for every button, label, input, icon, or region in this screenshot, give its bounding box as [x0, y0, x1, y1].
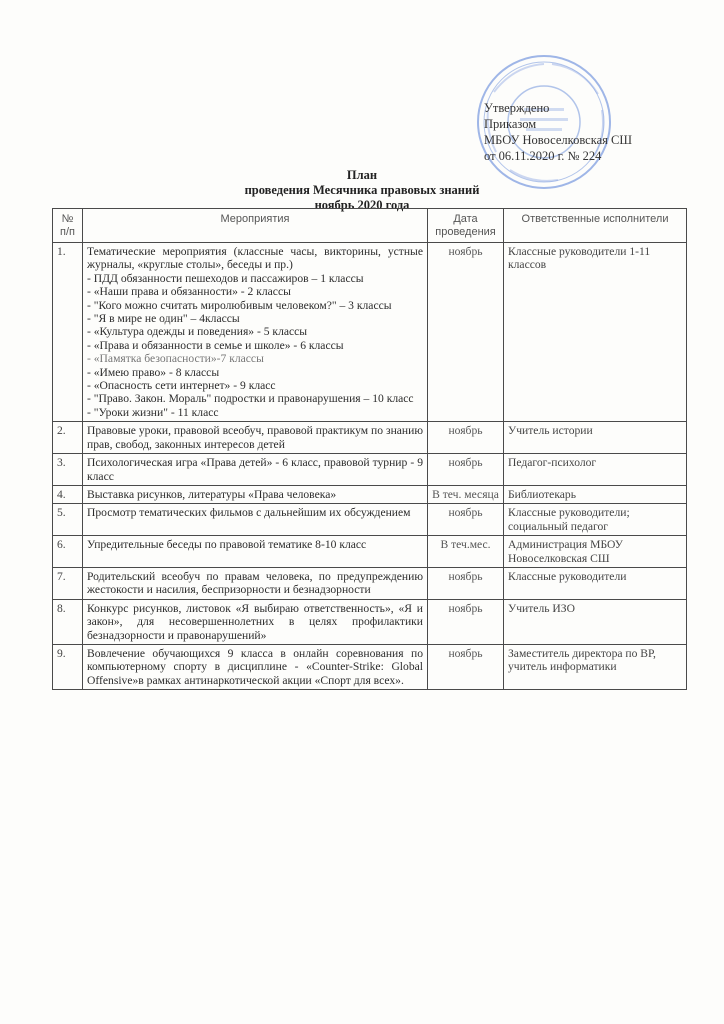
row-num: 3.	[53, 454, 83, 486]
row-num: 1.	[53, 243, 83, 422]
row-date: ноябрь	[428, 422, 504, 454]
sub-item: - «Культура одежды и поведения» - 5 классы	[87, 325, 308, 339]
sub-item: - «Опасность сети интернет» - 9 класс	[87, 379, 276, 393]
table-row	[53, 243, 687, 422]
row-event: Родительский всеобуч по правам человека, по предупреждению жестокости и насилия, беспризорности и безнадзорности	[83, 567, 428, 599]
table-header-row	[53, 209, 687, 243]
sub-item: - "Право. Закон. Мораль" подростки и правонарушения – 10 класс	[87, 392, 414, 406]
sub-item: - "Я в мире не один" – 4классы	[87, 312, 240, 326]
row-resp: Библиотекарь	[504, 485, 687, 503]
header-event: Мероприятия	[83, 209, 428, 243]
approval-line: МБОУ Новоселковская СШ	[484, 133, 632, 147]
row-num: 5.	[53, 504, 83, 536]
row-resp: Классные руководители	[504, 567, 687, 599]
approval-block	[484, 100, 632, 164]
sub-item: - «Наши права и обязанности» - 2 классы	[87, 285, 291, 299]
row-event: Выставка рисунков, литературы «Права человека»	[83, 485, 428, 503]
row-date: ноябрь	[428, 644, 504, 689]
row-resp: Учитель истории	[504, 422, 687, 454]
table-row	[53, 422, 687, 454]
row-resp: Администрация МБОУ Новоселковская СШ	[504, 536, 687, 568]
row-date: ноябрь	[428, 243, 504, 422]
row-resp: Классные руководители; социальный педагог	[504, 504, 687, 536]
sub-item: - «Имею право» - 8 классы	[87, 365, 220, 379]
row-num: 2.	[53, 422, 83, 454]
row-date: В теч. месяца	[428, 485, 504, 503]
events-table	[52, 208, 687, 690]
sub-item: - «Права и обязанности в семье и школе» - 6 классы	[87, 338, 344, 352]
row-resp: Педагог-психолог	[504, 454, 687, 486]
approval-line: Приказом	[484, 117, 537, 131]
table-row	[53, 485, 687, 503]
row-date: ноябрь	[428, 599, 504, 644]
document-title	[0, 168, 724, 213]
row-resp: Заместитель директора по ВР, учитель информатики	[504, 644, 687, 689]
row-num: 4.	[53, 485, 83, 503]
row-event: Просмотр тематических фильмов с дальнейшим их обсуждением	[83, 504, 428, 536]
row-date: ноябрь	[428, 454, 504, 486]
approval-line: Утверждено	[484, 101, 550, 115]
table-row	[53, 536, 687, 568]
table-row	[53, 504, 687, 536]
title-line: ноябрь 2020 года	[314, 198, 410, 212]
sub-item: - «Памятка безопасности»-7 классы	[87, 352, 264, 366]
row-date: ноябрь	[428, 504, 504, 536]
row-date: В теч.мес.	[428, 536, 504, 568]
row-event: Психологическая игра «Права детей» - 6 класс, правовой турнир - 9 класс	[83, 454, 428, 486]
table-row	[53, 644, 687, 689]
row-event-text: Тематические мероприятия (классные часы, викторины, устные журналы, «круглые столы», беседы и пр.)	[87, 245, 423, 272]
row-num: 8.	[53, 599, 83, 644]
row-num: 6.	[53, 536, 83, 568]
row-event	[83, 243, 428, 422]
sub-item: - "Кого можно считать миролюбивым человеком?" – 3 классы	[87, 298, 392, 312]
row-event: Правовые уроки, правовой всеобуч, правовой практикум по знанию прав, свобод, законных интересов детей	[83, 422, 428, 454]
row-num: 9.	[53, 644, 83, 689]
sub-item: - "Уроки жизни" - 11 класс	[87, 405, 219, 419]
row-resp: Учитель ИЗО	[504, 599, 687, 644]
table-row	[53, 454, 687, 486]
row-event: Конкурс рисунков, листовок «Я выбираю ответственность», «Я и закон», для несовершеннолетних в целях профилактики безнадзорности и правонарушений»	[83, 599, 428, 644]
title-line: проведения Месячника правовых знаний	[244, 183, 480, 197]
header-num: № п/п	[53, 209, 83, 243]
header-resp: Ответственные исполнители	[504, 209, 687, 243]
table-row	[53, 567, 687, 599]
sub-item: - ПДД обязанности пешеходов и пассажиров – 1 классы	[87, 271, 364, 285]
header-date: Дата проведения	[428, 209, 504, 243]
row-resp: Классные руководители 1-11 классов	[504, 243, 687, 422]
table-row	[53, 599, 687, 644]
row-event: Вовлечение обучающихся 9 класса в онлайн соревнования по компьютерному спорту в дисциплине - «Counter-Strike: Global Offensive»в рамках антинаркотической акции «Спорт для всех».	[83, 644, 428, 689]
row-event: Упредительные беседы по правовой тематике 8-10 класс	[83, 536, 428, 568]
title-line: План	[346, 168, 378, 182]
row-num: 7.	[53, 567, 83, 599]
row-date: ноябрь	[428, 567, 504, 599]
approval-line: от 06.11.2020 г. № 224	[484, 149, 602, 163]
